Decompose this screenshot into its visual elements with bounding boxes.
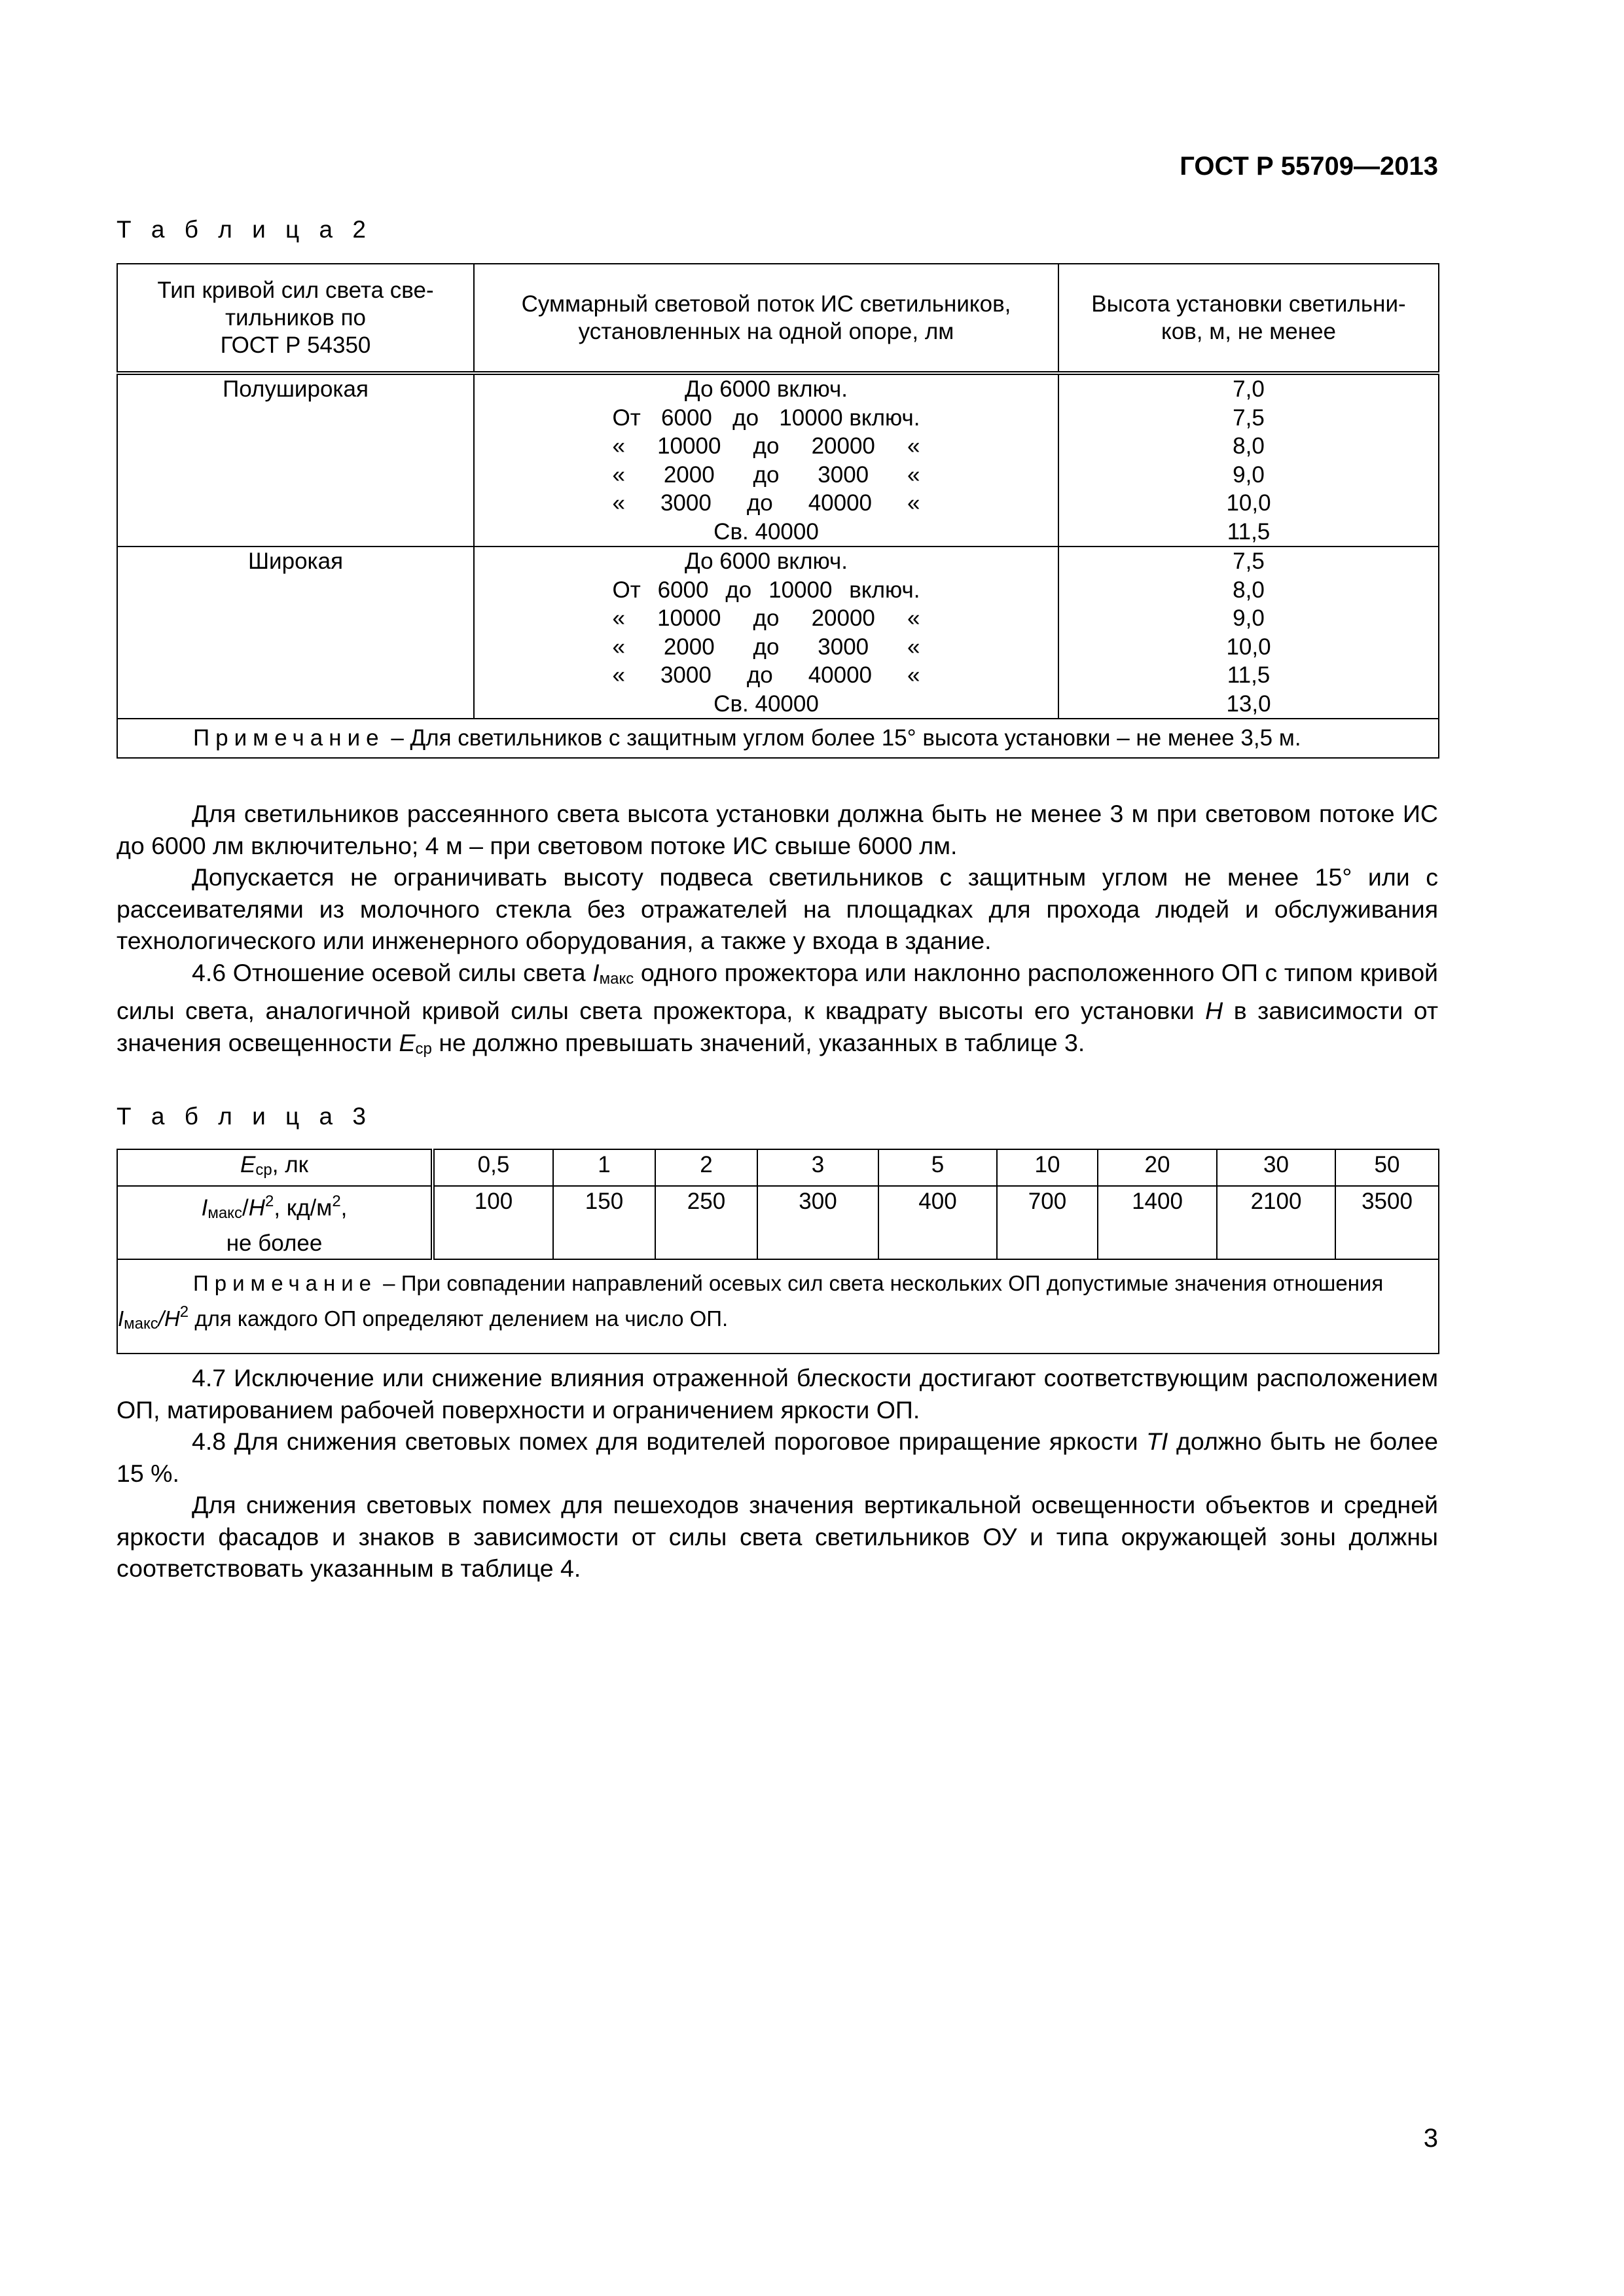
height-cell bbox=[1058, 373, 1439, 547]
table-2-header-height bbox=[1058, 264, 1439, 373]
flux-range-token: до bbox=[746, 490, 773, 516]
ratio-value: 2100 bbox=[1217, 1186, 1335, 1259]
header-text: Суммарный световой поток ИС светильников, установленных на одной опоре, лм bbox=[521, 291, 1011, 344]
ratio-value: 3500 bbox=[1335, 1186, 1439, 1259]
flux-range-token: « bbox=[612, 461, 625, 488]
unit: , кд/м bbox=[274, 1195, 333, 1221]
flux-range-token: до bbox=[746, 662, 773, 688]
table-row bbox=[117, 373, 1439, 547]
flux-range-token: От bbox=[612, 404, 641, 431]
symbol-e: E bbox=[240, 1152, 256, 1177]
flux-range-token: Св. 40000 bbox=[713, 518, 819, 545]
flux-range-token: От bbox=[612, 577, 641, 603]
flux-range-list bbox=[613, 375, 920, 546]
flux-range-line bbox=[613, 489, 920, 518]
height-value: 7,5 bbox=[1233, 404, 1265, 431]
illuminance-value: 20 bbox=[1098, 1149, 1217, 1186]
flux-range-token: 40000 bbox=[808, 662, 873, 688]
height-value: 7,0 bbox=[1233, 376, 1265, 402]
flux-range-token: 10000 bbox=[657, 605, 721, 631]
curve-type-cell: Полуширокая bbox=[117, 373, 474, 547]
height-value: 11,5 bbox=[1227, 518, 1271, 545]
text: одного прожектора или наклонно расположенного ОП с типом кривой силы света, аналогичной кривой силы света прожектора, к квадрату высоты его установки bbox=[117, 958, 1439, 1024]
height-value: 10,0 bbox=[1226, 490, 1271, 516]
height-value: 13,0 bbox=[1226, 691, 1271, 717]
height-value: 10,0 bbox=[1226, 634, 1271, 660]
unit: , лк bbox=[272, 1152, 308, 1177]
flux-range-token: « bbox=[907, 605, 920, 631]
flux-range-line bbox=[613, 518, 920, 547]
flux-range-token: « bbox=[907, 662, 920, 688]
flux-range-line bbox=[613, 432, 920, 461]
paragraph-suspension-height: Допускается не ограничивать высоту подвеса светильников с защитным углом не менее 15° или с рассеивателями из молочного стекла без отражателей на площадках для прохода людей и обслуживания технологического или инженерного оборудования, а также у входа в здание. bbox=[117, 863, 1438, 954]
flux-range-token: « bbox=[907, 490, 920, 516]
flux-range-line bbox=[613, 547, 920, 576]
header-text: Высота установки светильни- ков, м, не менее bbox=[1091, 291, 1406, 344]
symbol-ti: TI bbox=[1146, 1427, 1168, 1455]
symbol-i: I bbox=[592, 958, 600, 986]
paragraph-4-6 bbox=[117, 957, 1438, 1066]
exponent: 2 bbox=[264, 1193, 274, 1210]
luminous-flux-cell bbox=[474, 547, 1058, 719]
subscript-max: макс bbox=[124, 1315, 158, 1333]
subscript-max: макс bbox=[208, 1204, 242, 1222]
flux-range-token: « bbox=[612, 634, 625, 660]
illuminance-value: 30 bbox=[1217, 1149, 1335, 1186]
flux-range-line bbox=[613, 461, 920, 490]
height-value: 8,0 bbox=[1233, 433, 1265, 459]
flux-range-token: 40000 bbox=[808, 490, 873, 516]
comma: , bbox=[340, 1195, 348, 1221]
illuminance-value: 1 bbox=[553, 1149, 655, 1186]
flux-range-line bbox=[613, 633, 920, 662]
flux-range-token: До 6000 включ. bbox=[684, 548, 848, 574]
flux-range-token: 3000 bbox=[818, 461, 869, 488]
symbol-h: H bbox=[1205, 997, 1223, 1024]
ratio-value: 100 bbox=[433, 1186, 553, 1259]
illuminance-value: 5 bbox=[878, 1149, 997, 1186]
header-text: Тип кривой сил света све- тильников по ГОСТ Р 54350 bbox=[157, 277, 434, 358]
note-text: для каждого ОП определяют делением на число ОП. bbox=[189, 1306, 729, 1331]
flux-range-token: « bbox=[612, 605, 625, 631]
flux-range-token: 20000 bbox=[811, 433, 875, 459]
symbol-e: E bbox=[399, 1028, 416, 1056]
paragraphs-block-2 bbox=[117, 1362, 1438, 1585]
flux-range-token: до bbox=[753, 433, 780, 459]
flux-range-token: 2000 bbox=[663, 461, 715, 488]
paragraphs-block-1 bbox=[117, 798, 1438, 1065]
flux-range-token: 3000 bbox=[660, 662, 712, 688]
page-number: 3 bbox=[1423, 2124, 1438, 2153]
flux-range-token: Св. 40000 bbox=[713, 691, 819, 717]
flux-range-token: до bbox=[753, 634, 780, 660]
note-text: – Для светильников с защитным углом более 15° высота установки – не менее 3,5 м. bbox=[384, 725, 1301, 751]
illuminance-value: 50 bbox=[1335, 1149, 1439, 1186]
document-header: ГОСТ Р 55709—2013 bbox=[1180, 152, 1438, 181]
flux-range-token: до bbox=[753, 605, 780, 631]
flux-range-token: 6000 bbox=[661, 404, 712, 431]
flux-range-token: до bbox=[725, 577, 752, 603]
paragraph-diffuse-lights: Для светильников рассеянного света высота установки должна быть не менее 3 м при световом потоке ИС до 6000 лм включительно; 4 м – при световом потоке ИС свыше 6000 лм. bbox=[117, 800, 1438, 859]
height-value: 7,5 bbox=[1233, 548, 1265, 574]
illuminance-value: 10 bbox=[997, 1149, 1098, 1186]
illuminance-value: 2 bbox=[655, 1149, 757, 1186]
flux-range-line bbox=[613, 690, 920, 719]
row-label-ratio bbox=[117, 1186, 433, 1259]
flux-range-token: 2000 bbox=[663, 634, 715, 660]
table-2 bbox=[117, 263, 1439, 759]
flux-range-token: до bbox=[732, 404, 759, 431]
flux-range-token: 10000 bbox=[768, 577, 833, 603]
symbol-i: I bbox=[118, 1306, 124, 1331]
symbol-h: H bbox=[248, 1195, 265, 1221]
table-3-note bbox=[117, 1259, 1439, 1354]
paragraph-4-8 bbox=[117, 1426, 1438, 1489]
ratio-value: 400 bbox=[878, 1186, 997, 1259]
flux-range-token: До 6000 включ. bbox=[684, 376, 848, 402]
flux-range-token: 3000 bbox=[660, 490, 712, 516]
ratio-value: 300 bbox=[757, 1186, 878, 1259]
flux-range-token: « bbox=[907, 634, 920, 660]
flux-range-line bbox=[613, 604, 920, 633]
table-3-caption: Т а б л и ц а 3 bbox=[117, 1103, 372, 1130]
ratio-value: 150 bbox=[553, 1186, 655, 1259]
flux-range-token: « bbox=[612, 662, 625, 688]
table-2-caption: Т а б л и ц а 2 bbox=[117, 216, 372, 243]
symbol-i: I bbox=[201, 1195, 208, 1221]
text: должно быть не более 15 %. bbox=[117, 1427, 1438, 1487]
height-value: 9,0 bbox=[1233, 605, 1265, 631]
text: 4.8 Для снижения световых помех для водителей пороговое приращение яркости bbox=[192, 1427, 1147, 1455]
flux-range-line bbox=[613, 661, 920, 690]
flux-range-line bbox=[613, 576, 920, 605]
illuminance-value: 0,5 bbox=[433, 1149, 553, 1186]
text: не должно превышать значений, указанных в таблице 3. bbox=[431, 1028, 1085, 1056]
illuminance-value: 3 bbox=[757, 1149, 878, 1186]
flux-range-token: « bbox=[612, 490, 625, 516]
subscript-avg: ср bbox=[255, 1161, 272, 1179]
table-2-note bbox=[117, 719, 1439, 758]
flux-range-token: 6000 bbox=[657, 577, 709, 603]
table-2-header-luminous-flux bbox=[474, 264, 1058, 373]
row-label-line2: не более bbox=[226, 1230, 323, 1256]
height-value: 11,5 bbox=[1227, 662, 1271, 688]
height-value: 9,0 bbox=[1233, 461, 1265, 488]
height-cell bbox=[1058, 547, 1439, 719]
paragraph-4-7: 4.7 Исключение или снижение влияния отраженной блескости достигают соответствующим расположением ОП, матированием рабочей поверхности и ограничением яркости ОП. bbox=[117, 1364, 1438, 1424]
note-label: Примечание bbox=[193, 725, 385, 751]
exponent: 2 bbox=[179, 1303, 189, 1321]
flux-range-list bbox=[613, 547, 920, 718]
flux-range-token: « bbox=[907, 433, 920, 459]
flux-range-token: « bbox=[907, 461, 920, 488]
paragraph-pedestrians: Для снижения световых помех для пешеходов значения вертикальной освещенности объектов и средней яркости фасадов и знаков в зависимости от силы света светильников ОУ и типа окружающей зоны должны соответствовать указанным в таблице 4. bbox=[117, 1491, 1438, 1582]
row-label-illuminance bbox=[117, 1149, 433, 1186]
flux-range-token: до bbox=[753, 461, 780, 488]
slash: / bbox=[242, 1195, 249, 1221]
curve-type-cell: Широкая bbox=[117, 547, 474, 719]
table-row bbox=[117, 547, 1439, 719]
flux-range-token: включ. bbox=[849, 577, 920, 603]
subscript-max: макс bbox=[599, 969, 634, 988]
note-text: – При совпадении направлений осевых сил света нескольких ОП допустимые значения отношения bbox=[377, 1271, 1384, 1295]
luminous-flux-cell bbox=[474, 373, 1058, 547]
unit-exponent: 2 bbox=[332, 1193, 341, 1210]
flux-range-line bbox=[613, 404, 920, 433]
flux-range-token: 3000 bbox=[818, 634, 869, 660]
subscript-avg: ср bbox=[415, 1039, 432, 1058]
symbol-h: /H bbox=[158, 1306, 180, 1331]
flux-range-token: « bbox=[612, 433, 625, 459]
ratio-value: 1400 bbox=[1098, 1186, 1217, 1259]
height-value: 8,0 bbox=[1233, 577, 1265, 603]
ratio-value: 700 bbox=[997, 1186, 1098, 1259]
text: 4.6 Отношение осевой силы света bbox=[192, 958, 593, 986]
flux-range-line bbox=[613, 375, 920, 404]
flux-range-token: 10000 включ. bbox=[779, 404, 920, 431]
table-3 bbox=[117, 1149, 1439, 1354]
flux-range-token: 20000 bbox=[811, 605, 875, 631]
text: в зависимости от значения освещенности bbox=[117, 997, 1438, 1056]
note-label: Примечание bbox=[193, 1271, 378, 1295]
flux-range-token: 10000 bbox=[657, 433, 721, 459]
table-2-header-curve-type bbox=[117, 264, 474, 373]
ratio-value: 250 bbox=[655, 1186, 757, 1259]
